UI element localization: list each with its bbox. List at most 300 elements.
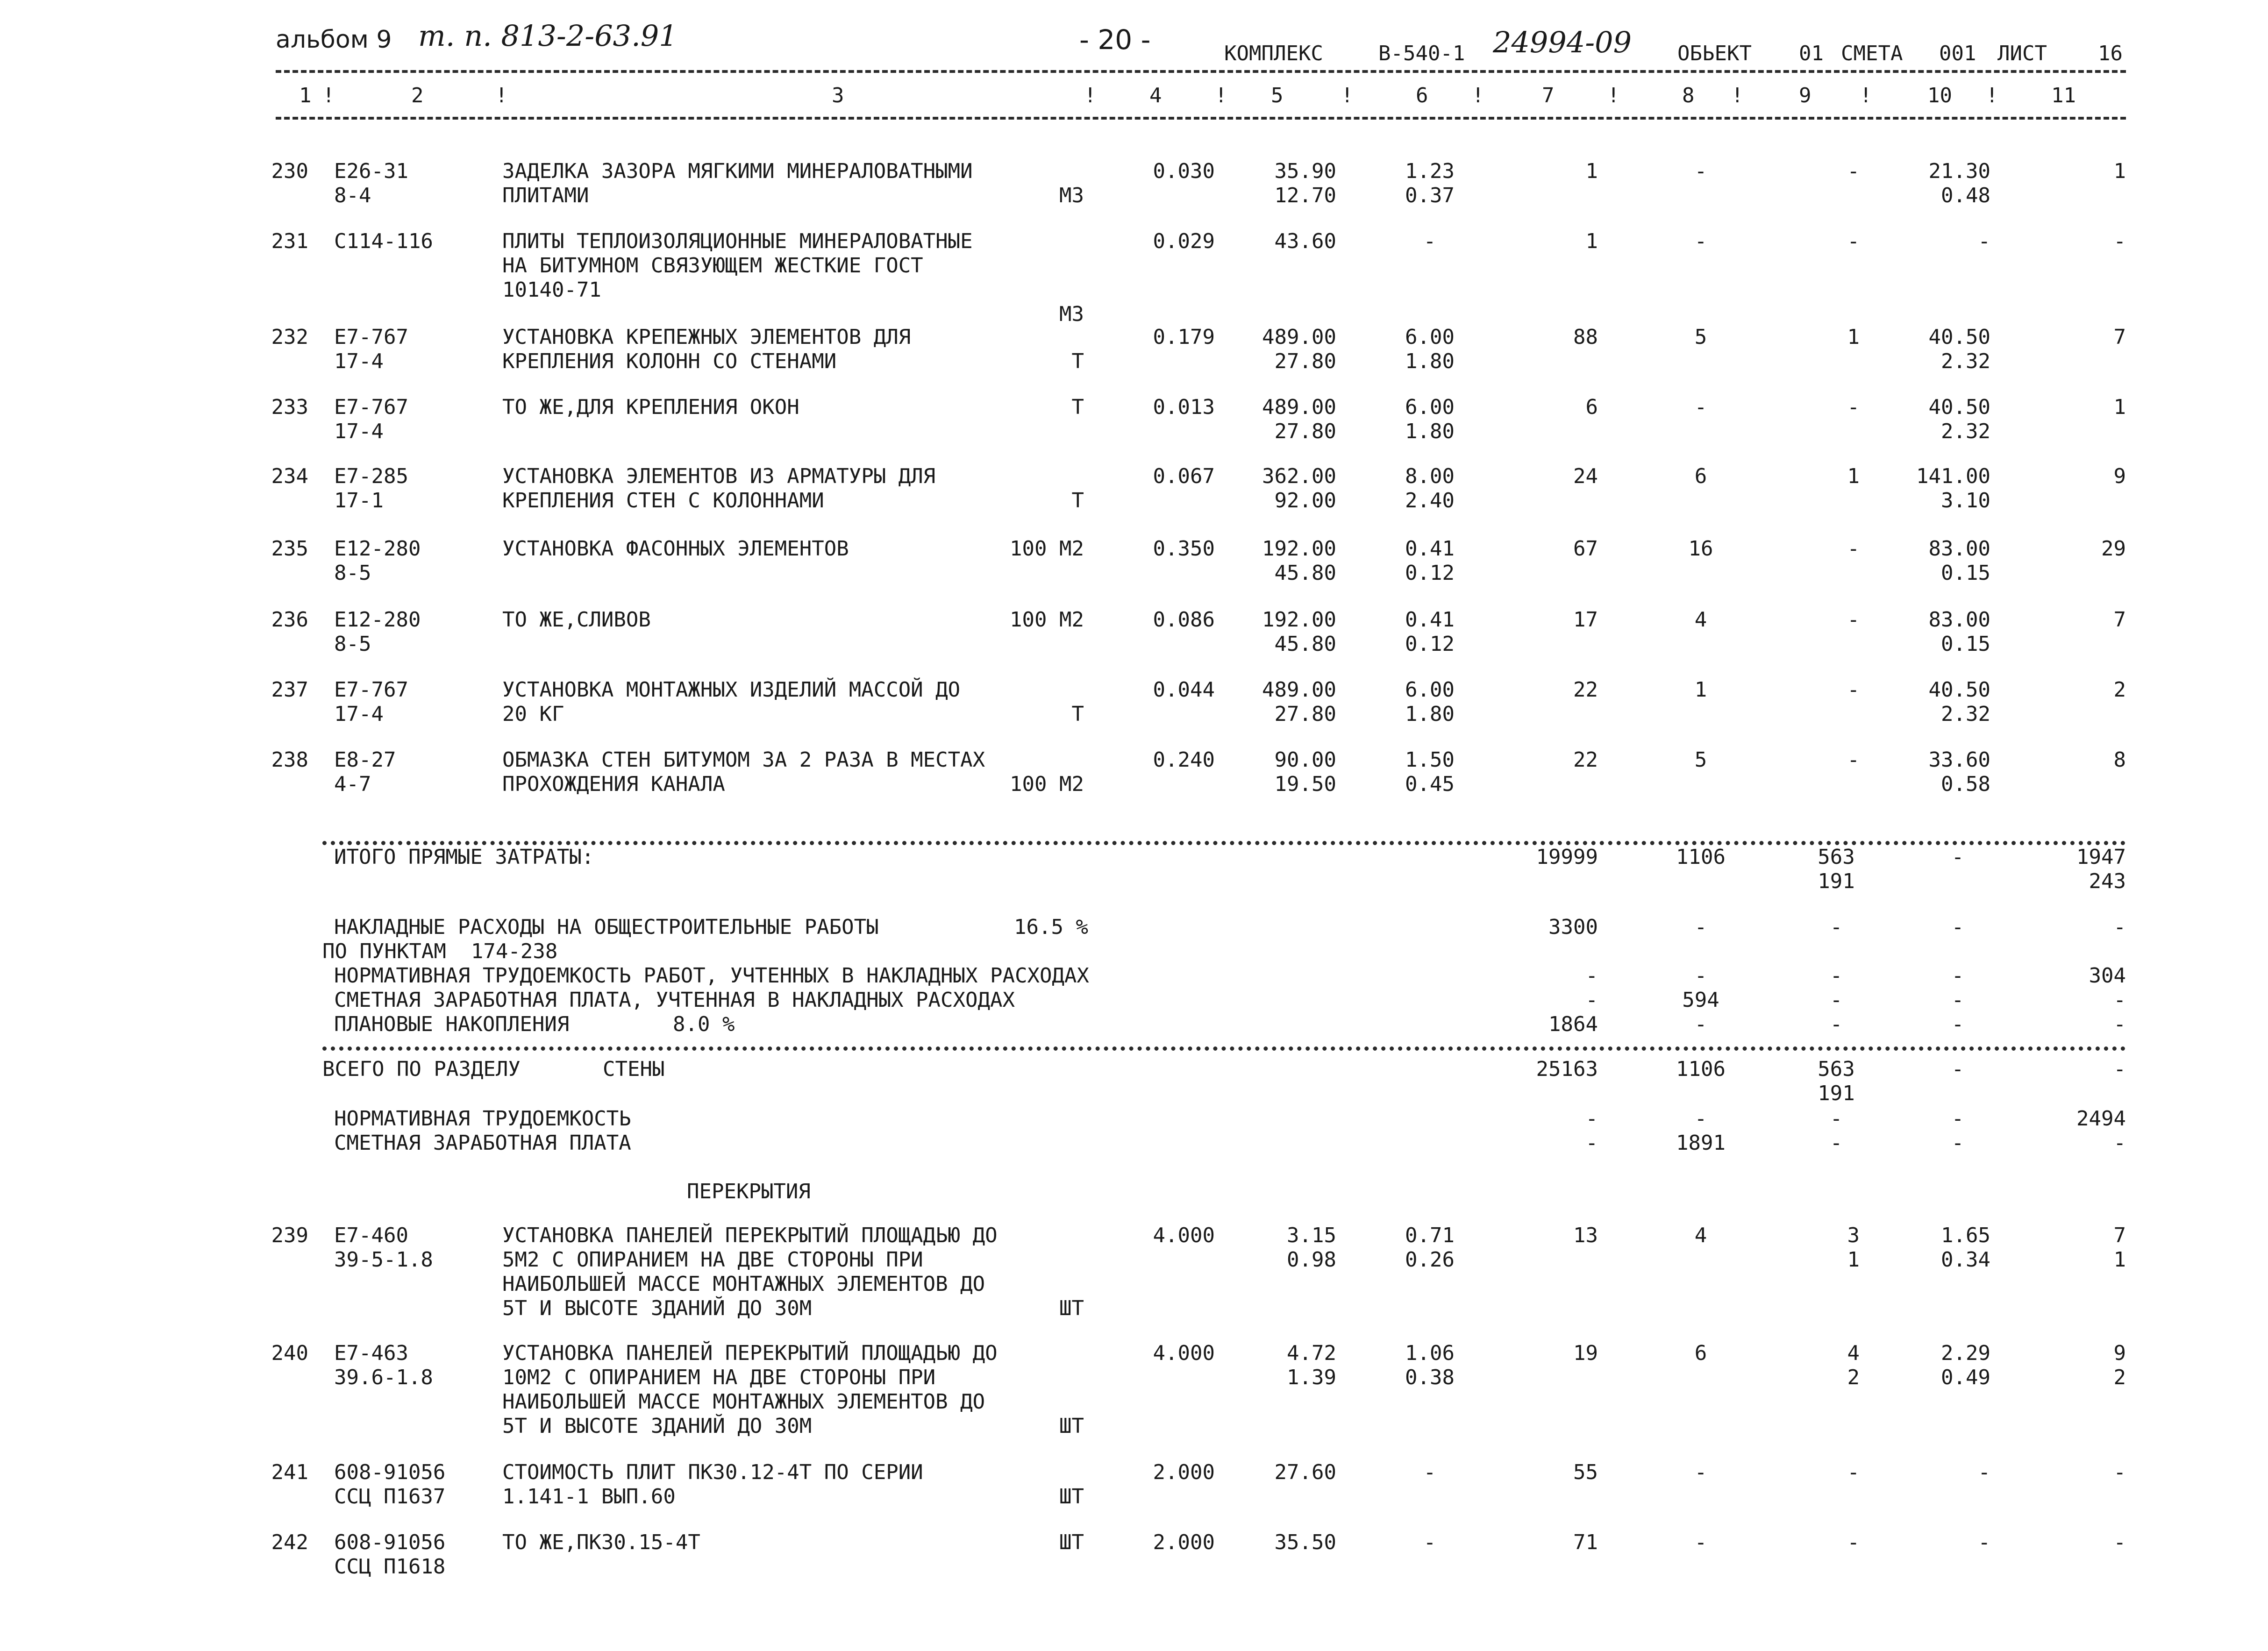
items-range: ПО ПУНКТАМ 174-238	[322, 939, 558, 963]
row-quantity: 4.000	[1153, 1341, 1215, 1365]
direct-costs-c7: 19999	[1536, 845, 1598, 869]
row-code: ССЦ П1618	[334, 1555, 446, 1579]
row-code: Е26-31	[334, 159, 408, 183]
norm-labor-overhead-label: НОРМАТИВНАЯ ТРУДОЕМКОСТЬ РАБОТ, УЧТЕННЫХ В НАКЛАДНЫХ РАСХОДАХ	[334, 964, 1089, 988]
row-code: 17-1	[334, 489, 384, 512]
wage-overhead-label: СМЕТНАЯ ЗАРАБОТНАЯ ПЛАТА, УЧТЕННАЯ В НАКЛАДНЫХ РАСХОДАХ	[334, 988, 1015, 1012]
sheet-number: 16	[2098, 42, 2123, 65]
row-col6: 0.45	[1405, 772, 1455, 796]
column-separator: !	[322, 84, 335, 107]
norm-labor-c9: -	[1830, 1107, 1843, 1131]
row-col5: 45.80	[1274, 561, 1336, 585]
row-description: 5М2 С ОПИРАНИЕМ НА ДВЕ СТОРОНЫ ПРИ	[502, 1248, 923, 1272]
row-col6: 6.00	[1405, 325, 1455, 349]
row-unit: ШТ	[1059, 1296, 1084, 1320]
row-code: 17-4	[334, 702, 384, 726]
complex-code: В-540-1	[1378, 42, 1465, 65]
row-col11: 7	[2113, 1224, 2126, 1247]
row-description: ТО ЖЕ,ПК30.15-4Т	[502, 1530, 700, 1554]
row-col5: 35.50	[1274, 1530, 1336, 1554]
row-col7: 19	[1573, 1341, 1598, 1365]
row-col6: 0.41	[1405, 537, 1455, 561]
row-col11: 1	[2113, 395, 2126, 419]
row-quantity: 0.179	[1153, 325, 1215, 349]
row-number: 230	[271, 159, 308, 183]
column-header-3: 3	[832, 84, 844, 107]
direct-costs-c9: 563	[1818, 845, 1855, 869]
norm-labor-overhead-c11: 304	[2089, 964, 2126, 988]
row-unit: Т	[1071, 702, 1084, 726]
row-col9: -	[1847, 1460, 1860, 1484]
row-unit: 100 М2	[1010, 772, 1084, 796]
norm-labor-overhead-c8: -	[1694, 964, 1707, 988]
row-code: Е7-767	[334, 325, 408, 349]
wage-overhead-c8: 594	[1682, 988, 1719, 1012]
row-code: ССЦ П1637	[334, 1485, 446, 1509]
row-col7: 71	[1573, 1530, 1598, 1554]
row-col9: -	[1847, 159, 1860, 183]
row-description: УСТАНОВКА ЭЛЕМЕНТОВ ИЗ АРМАТУРЫ ДЛЯ	[502, 464, 936, 488]
column-header-4: 4	[1149, 84, 1162, 107]
wage-c9: -	[1830, 1131, 1843, 1155]
row-col9: -	[1847, 537, 1860, 561]
column-separator: !	[1731, 84, 1744, 107]
norm-labor-c10: -	[1951, 1107, 1964, 1131]
row-number: 237	[271, 678, 308, 702]
row-col10: -	[1978, 229, 1990, 253]
section-total-c10: -	[1951, 1057, 1964, 1081]
row-col9: -	[1847, 395, 1860, 419]
row-quantity: 0.350	[1153, 537, 1215, 561]
row-col10: -	[1978, 1460, 1990, 1484]
row-code: 608-91056	[334, 1530, 446, 1554]
row-description: ПЛИТЫ ТЕПЛОИЗОЛЯЦИОННЫЕ МИНЕРАЛОВАТНЫЕ	[502, 229, 973, 253]
row-col7: 24	[1573, 464, 1598, 488]
row-col5: 362.00	[1262, 464, 1336, 488]
row-col6: 0.71	[1405, 1224, 1455, 1247]
row-col11: 7	[2113, 325, 2126, 349]
row-col11: 2	[2113, 1366, 2126, 1389]
column-separator: !	[1607, 84, 1620, 107]
project-number: т. п. 813-2-63.91	[418, 19, 678, 53]
row-col6: -	[1423, 229, 1436, 253]
row-col5: 19.50	[1274, 772, 1336, 796]
row-description: 10М2 С ОПИРАНИЕМ НА ДВЕ СТОРОНЫ ПРИ	[502, 1366, 936, 1389]
overhead-c11: -	[2113, 915, 2126, 939]
overhead-c9: -	[1830, 915, 1843, 939]
row-col8: 16	[1688, 537, 1713, 561]
row-col10: 1.65	[1941, 1224, 1990, 1247]
row-col5: 4.72	[1287, 1341, 1336, 1365]
row-col11: -	[2113, 229, 2126, 253]
row-code: Е12-280	[334, 537, 421, 561]
row-col6: -	[1423, 1460, 1436, 1484]
row-code: 608-91056	[334, 1460, 446, 1484]
row-col8: 1	[1694, 678, 1707, 702]
row-col10: 0.58	[1941, 772, 1990, 796]
row-col10: 2.32	[1941, 702, 1990, 726]
overhead-c8: -	[1694, 915, 1707, 939]
row-unit: ШТ	[1059, 1414, 1084, 1438]
direct-costs-c11: 1947	[2076, 845, 2126, 869]
row-unit: Т	[1071, 489, 1084, 512]
column-separator: !	[1215, 84, 1227, 107]
row-description: КРЕПЛЕНИЯ КОЛОНН СО СТЕНАМИ	[502, 349, 837, 373]
row-col11: 9	[2113, 464, 2126, 488]
row-number: 240	[271, 1341, 308, 1365]
wage-label: СМЕТНАЯ ЗАРАБОТНАЯ ПЛАТА	[334, 1131, 631, 1155]
header-rule-bottom	[276, 117, 2126, 120]
row-unit: М3	[1059, 184, 1084, 207]
row-col10: 0.15	[1941, 632, 1990, 656]
row-col9: -	[1847, 608, 1860, 632]
header-rule-top	[276, 70, 2126, 73]
row-col6: 0.41	[1405, 608, 1455, 632]
section-total-c8: 1106	[1676, 1057, 1726, 1081]
row-number: 236	[271, 608, 308, 632]
row-col7: 67	[1573, 537, 1598, 561]
row-col5: 27.60	[1274, 1460, 1336, 1484]
row-col6: 0.12	[1405, 632, 1455, 656]
section-total-c9-b: 191	[1818, 1082, 1855, 1105]
wage-overhead-c11: -	[2113, 988, 2126, 1012]
norm-labor-overhead-c7: -	[1585, 964, 1598, 988]
row-col7: 22	[1573, 678, 1598, 702]
row-code: 8-5	[334, 632, 371, 656]
row-number: 241	[271, 1460, 308, 1484]
row-description: КРЕПЛЕНИЯ СТЕН С КОЛОННАМИ	[502, 489, 824, 512]
row-col6: 1.80	[1405, 420, 1455, 443]
row-col5: 3.15	[1287, 1224, 1336, 1247]
direct-costs-c11-b: 243	[2089, 869, 2126, 893]
column-header-9: 9	[1799, 84, 1812, 107]
row-col10: 141.00	[1916, 464, 1990, 488]
column-header-5: 5	[1271, 84, 1284, 107]
row-col8: 6	[1694, 1341, 1707, 1365]
overhead-label: НАКЛАДНЫЕ РАСХОДЫ НА ОБЩЕСТРОИТЕЛЬНЫЕ РАБОТЫ	[334, 915, 879, 939]
row-description: НАИБОЛЬШЕЙ МАССЕ МОНТАЖНЫХ ЭЛЕМЕНТОВ ДО	[502, 1390, 985, 1414]
norm-labor-c8: -	[1694, 1107, 1707, 1131]
norm-labor-overhead-c10: -	[1951, 964, 1964, 988]
row-col6: 1.23	[1405, 159, 1455, 183]
section-total-name: СТЕНЫ	[603, 1057, 665, 1081]
planned-savings-c8: -	[1694, 1012, 1707, 1036]
row-code: Е8-27	[334, 748, 396, 772]
row-unit: 100 М2	[1010, 537, 1084, 561]
row-description: 10140-71	[502, 278, 601, 302]
row-unit: М3	[1059, 302, 1084, 326]
row-col8: 5	[1694, 748, 1707, 772]
row-col5: 192.00	[1262, 537, 1336, 561]
row-col7: 22	[1573, 748, 1598, 772]
row-description: 5Т И ВЫСОТЕ ЗДАНИЙ ДО 30М	[502, 1414, 812, 1438]
row-col5: 92.00	[1274, 489, 1336, 512]
row-unit: 100 М2	[1010, 608, 1084, 632]
complex-number: 24994-09	[1493, 25, 1632, 59]
row-col5: 27.80	[1274, 420, 1336, 443]
estimate-label: СМЕТА	[1841, 42, 1903, 65]
row-col10: 0.15	[1941, 561, 1990, 585]
row-description: ОБМАЗКА СТЕН БИТУМОМ ЗА 2 РАЗА В МЕСТАХ	[502, 748, 985, 772]
row-description: 5Т И ВЫСОТЕ ЗДАНИЙ ДО 30М	[502, 1296, 812, 1320]
row-col10: 40.50	[1928, 678, 1990, 702]
section-total-label: ВСЕГО ПО РАЗДЕЛУ	[322, 1057, 521, 1081]
row-quantity: 0.067	[1153, 464, 1215, 488]
overhead-pct: 16.5 %	[1014, 915, 1088, 939]
row-col6: 0.38	[1405, 1366, 1455, 1389]
planned-savings-label: ПЛАНОВЫЕ НАКОПЛЕНИЯ	[334, 1012, 570, 1036]
page-number: - 20 -	[1079, 24, 1151, 56]
column-separator: !	[495, 84, 508, 107]
row-col6: 0.37	[1405, 184, 1455, 207]
row-description: НА БИТУМНОМ СВЯЗУЮЩЕМ ЖЕСТКИЕ ГОСТ	[502, 254, 923, 278]
row-code: 8-4	[334, 184, 371, 207]
row-col9: 2	[1847, 1366, 1860, 1389]
row-code: 39.6-1.8	[334, 1366, 433, 1389]
row-description: СТОИМОСТЬ ПЛИТ ПК30.12-4Т ПО СЕРИИ	[502, 1460, 923, 1484]
row-col8: 4	[1694, 1224, 1707, 1247]
row-col8: 5	[1694, 325, 1707, 349]
row-description: УСТАНОВКА ПАНЕЛЕЙ ПЕРЕКРЫТИЙ ПЛОЩАДЬЮ ДО	[502, 1341, 998, 1365]
planned-savings-c10: -	[1951, 1012, 1964, 1036]
row-col10: 0.34	[1941, 1248, 1990, 1272]
row-description: ПРОХОЖДЕНИЯ КАНАЛА	[502, 772, 725, 796]
row-description: УСТАНОВКА ПАНЕЛЕЙ ПЕРЕКРЫТИЙ ПЛОЩАДЬЮ ДО	[502, 1224, 998, 1247]
wage-overhead-c9: -	[1830, 988, 1843, 1012]
row-col9: 1	[1847, 325, 1860, 349]
row-number: 234	[271, 464, 308, 488]
row-description: ПЛИТАМИ	[502, 184, 589, 207]
row-number: 239	[271, 1224, 308, 1247]
row-col5: 12.70	[1274, 184, 1336, 207]
row-number: 231	[271, 229, 308, 253]
norm-labor-c11: 2494	[2076, 1107, 2126, 1131]
row-col11: -	[2113, 1460, 2126, 1484]
row-col10: 33.60	[1928, 748, 1990, 772]
row-col9: -	[1847, 678, 1860, 702]
row-col11: 2	[2113, 678, 2126, 702]
row-description: УСТАНОВКА МОНТАЖНЫХ ИЗДЕЛИЙ МАССОЙ ДО	[502, 678, 961, 702]
row-code: 17-4	[334, 349, 384, 373]
direct-costs-c10: -	[1951, 845, 1964, 869]
row-col11: 7	[2113, 608, 2126, 632]
row-col10: 40.50	[1928, 395, 1990, 419]
row-col7: 17	[1573, 608, 1598, 632]
column-header-6: 6	[1416, 84, 1428, 107]
wage-c7: -	[1585, 1131, 1598, 1155]
row-col6: 6.00	[1405, 395, 1455, 419]
row-col8: -	[1694, 395, 1707, 419]
row-col8: 4	[1694, 608, 1707, 632]
overhead-c7: 3300	[1548, 915, 1598, 939]
column-separator: !	[1986, 84, 1998, 107]
row-code: Е7-767	[334, 678, 408, 702]
column-header-11: 11	[2051, 84, 2076, 107]
row-description: ЗАДЕЛКА ЗАЗОРА МЯГКИМИ МИНЕРАЛОВАТНЫМИ	[502, 159, 973, 183]
row-code: Е7-460	[334, 1224, 408, 1247]
row-unit: ШТ	[1059, 1485, 1084, 1509]
row-description: УСТАНОВКА ФАСОННЫХ ЭЛЕМЕНТОВ	[502, 537, 849, 561]
row-col10: 83.00	[1928, 537, 1990, 561]
planned-savings-pct: 8.0 %	[673, 1012, 735, 1036]
direct-costs-c8: 1106	[1676, 845, 1726, 869]
row-description: 1.141-1 ВЫП.60	[502, 1485, 676, 1509]
planned-savings-c11: -	[2113, 1012, 2126, 1036]
row-quantity: 0.029	[1153, 229, 1215, 253]
estimate-number: 001	[1939, 42, 1976, 65]
column-separator: !	[1084, 84, 1097, 107]
row-col7: 88	[1573, 325, 1598, 349]
row-col5: 1.39	[1287, 1366, 1336, 1389]
row-code: Е12-280	[334, 608, 421, 632]
row-code: С114-116	[334, 229, 433, 253]
row-col9: -	[1847, 1530, 1860, 1554]
row-col7: 6	[1585, 395, 1598, 419]
row-col6: 0.26	[1405, 1248, 1455, 1272]
row-unit: ШТ	[1059, 1530, 1084, 1554]
section-total-c9: 563	[1818, 1057, 1855, 1081]
row-col5: 0.98	[1287, 1248, 1336, 1272]
row-col6: 8.00	[1405, 464, 1455, 488]
row-col10: -	[1978, 1530, 1990, 1554]
row-col5: 27.80	[1274, 702, 1336, 726]
row-col9: 1	[1847, 1248, 1860, 1272]
wage-c8: 1891	[1676, 1131, 1726, 1155]
row-col11: 1	[2113, 159, 2126, 183]
wage-overhead-c7: -	[1585, 988, 1598, 1012]
row-code: 17-4	[334, 420, 384, 443]
row-col10: 3.10	[1941, 489, 1990, 512]
row-col8: -	[1694, 229, 1707, 253]
overhead-c10: -	[1951, 915, 1964, 939]
row-quantity: 0.240	[1153, 748, 1215, 772]
wage-overhead-c10: -	[1951, 988, 1964, 1012]
row-description: 20 КГ	[502, 702, 564, 726]
row-col10: 0.49	[1941, 1366, 1990, 1389]
column-header-8: 8	[1682, 84, 1695, 107]
row-col11: 8	[2113, 748, 2126, 772]
row-col8: -	[1694, 159, 1707, 183]
row-number: 235	[271, 537, 308, 561]
row-col5: 489.00	[1262, 678, 1336, 702]
row-col6: 1.06	[1405, 1341, 1455, 1365]
row-col5: 27.80	[1274, 349, 1336, 373]
row-col6: 2.40	[1405, 489, 1455, 512]
column-header-7: 7	[1542, 84, 1555, 107]
column-header-10: 10	[1927, 84, 1952, 107]
row-quantity: 4.000	[1153, 1224, 1215, 1247]
wage-c10: -	[1951, 1131, 1964, 1155]
row-col9: 4	[1847, 1341, 1860, 1365]
row-col5: 192.00	[1262, 608, 1336, 632]
summary-rule-2	[322, 1046, 2126, 1051]
row-unit: Т	[1071, 349, 1084, 373]
column-header-1: 1	[299, 84, 312, 107]
row-col10: 40.50	[1928, 325, 1990, 349]
row-quantity: 0.013	[1153, 395, 1215, 419]
row-col9: -	[1847, 229, 1860, 253]
row-col10: 2.32	[1941, 420, 1990, 443]
row-description: УСТАНОВКА КРЕПЕЖНЫХ ЭЛЕМЕНТОВ ДЛЯ	[502, 325, 911, 349]
column-separator: !	[1341, 84, 1354, 107]
row-number: 242	[271, 1530, 308, 1554]
norm-labor-label: НОРМАТИВНАЯ ТРУДОЕМКОСТЬ	[334, 1107, 631, 1131]
row-col6: 1.80	[1405, 349, 1455, 373]
row-unit: Т	[1071, 395, 1084, 419]
row-col5: 45.80	[1274, 632, 1336, 656]
row-col6: 1.50	[1405, 748, 1455, 772]
row-col8: -	[1694, 1530, 1707, 1554]
row-col6: 0.12	[1405, 561, 1455, 585]
row-number: 232	[271, 325, 308, 349]
row-quantity: 2.000	[1153, 1530, 1215, 1554]
row-col11: 9	[2113, 1341, 2126, 1365]
row-code: Е7-463	[334, 1341, 408, 1365]
column-separator: !	[1860, 84, 1872, 107]
row-col11: 1	[2113, 1248, 2126, 1272]
row-col7: 13	[1573, 1224, 1598, 1247]
direct-costs-label: ИТОГО ПРЯМЫЕ ЗАТРАТЫ:	[334, 845, 594, 869]
row-number: 233	[271, 395, 308, 419]
row-col6: 6.00	[1405, 678, 1455, 702]
column-header-2: 2	[411, 84, 424, 107]
row-col6: 1.80	[1405, 702, 1455, 726]
row-code: Е7-767	[334, 395, 408, 419]
row-description: НАИБОЛЬШЕЙ МАССЕ МОНТАЖНЫХ ЭЛЕМЕНТОВ ДО	[502, 1272, 985, 1296]
row-code: Е7-285	[334, 464, 408, 488]
norm-labor-overhead-c9: -	[1830, 964, 1843, 988]
column-separator: !	[1472, 84, 1484, 107]
planned-savings-c9: -	[1830, 1012, 1843, 1036]
section-total-c11: -	[2113, 1057, 2126, 1081]
row-number: 238	[271, 748, 308, 772]
row-col11: -	[2113, 1530, 2126, 1554]
row-col10: 2.29	[1941, 1341, 1990, 1365]
row-col9: -	[1847, 748, 1860, 772]
row-description: ТО ЖЕ,СЛИВОВ	[502, 608, 651, 632]
complex-label: КОМПЛЕКС	[1224, 42, 1323, 65]
row-col6: -	[1423, 1530, 1436, 1554]
object-number: 01	[1799, 42, 1824, 65]
row-col7: 1	[1585, 229, 1598, 253]
album-label: альбом 9	[276, 26, 392, 54]
wage-c11: -	[2113, 1131, 2126, 1155]
row-col8: -	[1694, 1460, 1707, 1484]
row-col8: 6	[1694, 464, 1707, 488]
section-heading-floors: ПЕРЕКРЫТИЯ	[687, 1180, 811, 1203]
row-quantity: 0.086	[1153, 608, 1215, 632]
row-col7: 55	[1573, 1460, 1598, 1484]
row-col7: 1	[1585, 159, 1598, 183]
row-col10: 0.48	[1941, 184, 1990, 207]
row-code: 39-5-1.8	[334, 1248, 433, 1272]
row-code: 4-7	[334, 772, 371, 796]
row-col9: 1	[1847, 464, 1860, 488]
row-quantity: 0.030	[1153, 159, 1215, 183]
row-quantity: 2.000	[1153, 1460, 1215, 1484]
sheet-label: ЛИСТ	[1997, 42, 2047, 65]
row-col5: 90.00	[1274, 748, 1336, 772]
planned-savings-c7: 1864	[1548, 1012, 1598, 1036]
row-col5: 35.90	[1274, 159, 1336, 183]
row-col5: 489.00	[1262, 325, 1336, 349]
row-quantity: 0.044	[1153, 678, 1215, 702]
direct-costs-c9-b: 191	[1818, 869, 1855, 893]
row-code: 8-5	[334, 561, 371, 585]
row-col5: 489.00	[1262, 395, 1336, 419]
object-label: ОБЬЕКТ	[1677, 42, 1752, 65]
norm-labor-c7: -	[1585, 1107, 1598, 1131]
